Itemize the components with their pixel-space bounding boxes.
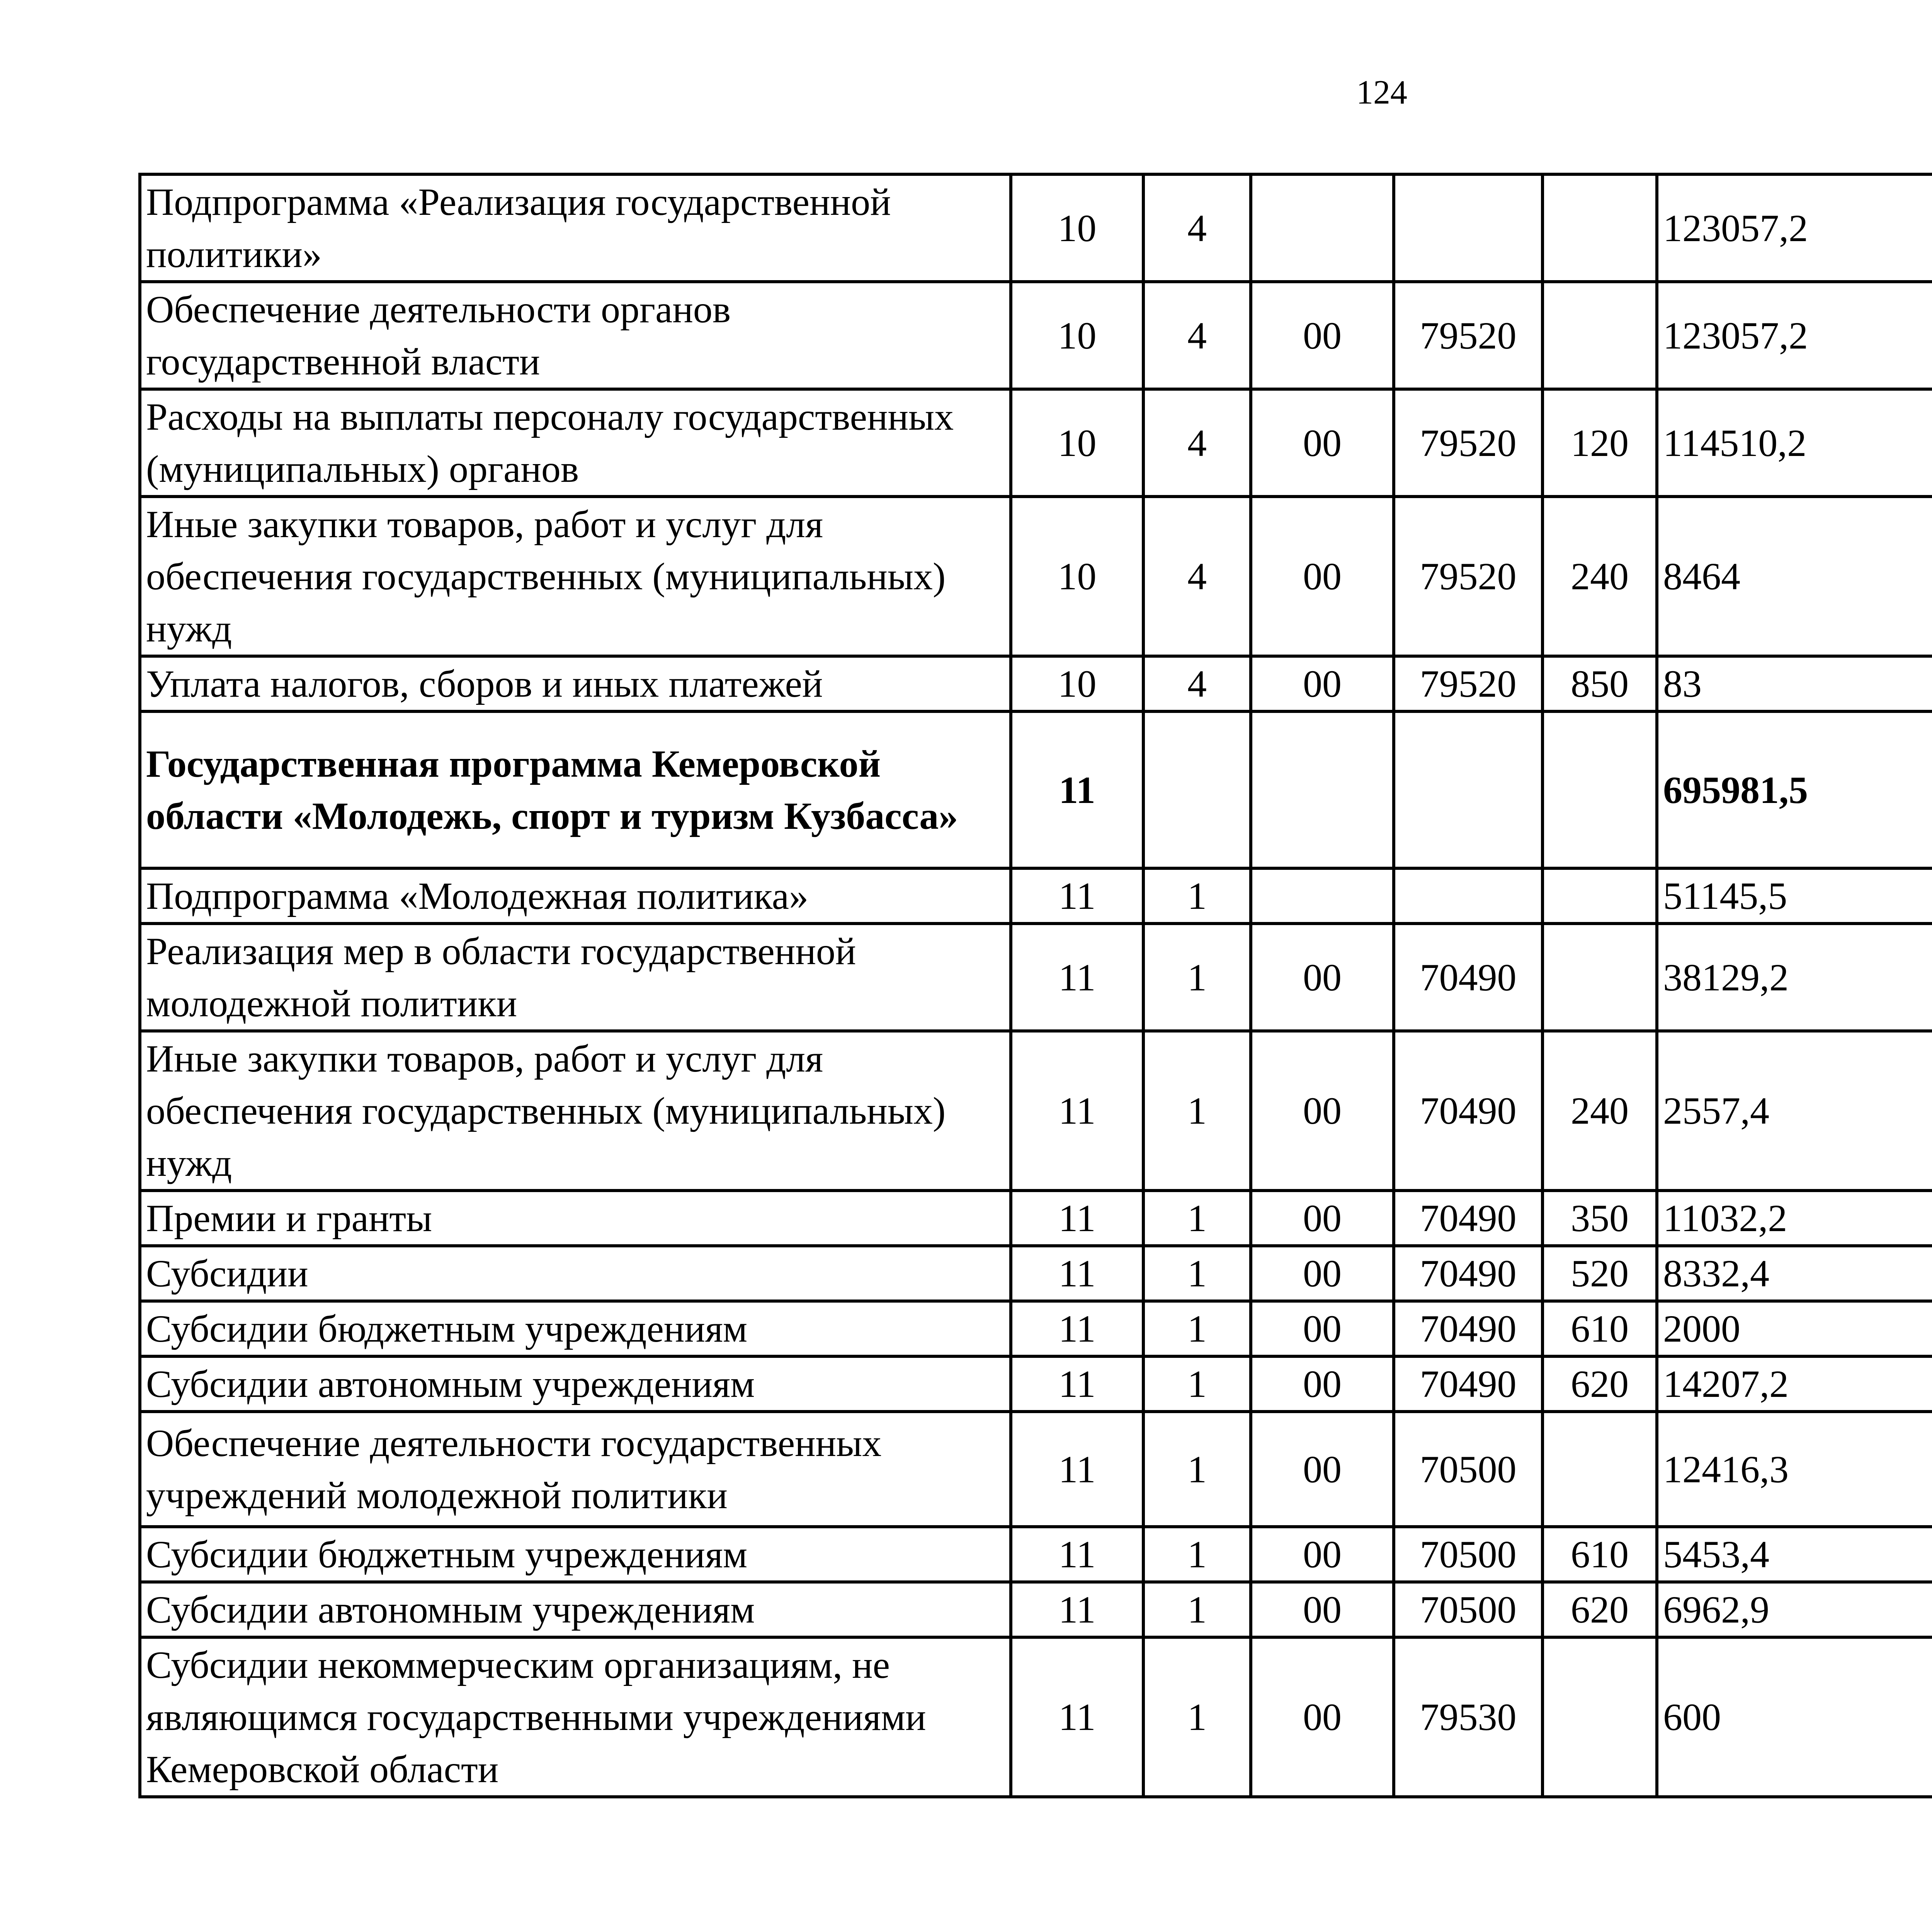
row-name: Субсидии некоммерческим организациям, не являющимся государственными учреждениями Кемеровской области	[140, 1637, 1011, 1797]
code-expense-type	[1543, 924, 1657, 1031]
table-row	[140, 1246, 1932, 1301]
code-section: 11	[1011, 1412, 1143, 1527]
code-direction: 00	[1251, 282, 1394, 389]
code-subprogram: 4	[1143, 656, 1251, 711]
code-expense-type: 610	[1543, 1301, 1657, 1356]
code-article: 79520	[1394, 497, 1543, 656]
code-subprogram: 1	[1143, 1527, 1251, 1582]
code-direction: 00	[1251, 1031, 1394, 1191]
row-name: Расходы на выплаты персоналу государственных (муниципальных) органов	[140, 389, 1011, 497]
code-section: 11	[1011, 1356, 1143, 1412]
code-subprogram: 1	[1143, 1412, 1251, 1527]
code-expense-type	[1543, 1412, 1657, 1527]
code-section: 11	[1011, 924, 1143, 1031]
code-direction: 00	[1251, 1527, 1394, 1582]
row-name: Иные закупки товаров, работ и услуг для обеспечения государственных (муниципальных) нужд	[140, 497, 1011, 656]
code-section: 11	[1011, 1527, 1143, 1582]
code-direction: 00	[1251, 1582, 1394, 1637]
code-expense-type: 620	[1543, 1582, 1657, 1637]
amount-1: 51145,5	[1657, 868, 1932, 924]
amount-1: 11032,2	[1657, 1191, 1932, 1246]
code-direction: 00	[1251, 924, 1394, 1031]
amount-1: 12416,3	[1657, 1412, 1932, 1527]
code-expense-type: 240	[1543, 497, 1657, 656]
code-article: 70500	[1394, 1412, 1543, 1527]
table-row	[140, 1031, 1932, 1191]
code-expense-type: 850	[1543, 656, 1657, 711]
code-article	[1394, 868, 1543, 924]
amount-1: 2557,4	[1657, 1031, 1932, 1191]
code-expense-type: 610	[1543, 1527, 1657, 1582]
code-subprogram: 1	[1143, 1637, 1251, 1797]
amount-1: 8464	[1657, 497, 1932, 656]
code-expense-type: 120	[1543, 389, 1657, 497]
code-article: 70490	[1394, 1191, 1543, 1246]
code-subprogram: 1	[1143, 1191, 1251, 1246]
code-article	[1394, 174, 1543, 282]
code-section: 11	[1011, 711, 1143, 868]
code-subprogram: 4	[1143, 174, 1251, 282]
amount-1: 123057,2	[1657, 282, 1932, 389]
code-direction: 00	[1251, 497, 1394, 656]
code-expense-type	[1543, 711, 1657, 868]
code-direction	[1251, 174, 1394, 282]
code-expense-type	[1543, 868, 1657, 924]
amount-1: 123057,2	[1657, 174, 1932, 282]
code-subprogram: 1	[1143, 1356, 1251, 1412]
code-subprogram: 1	[1143, 1246, 1251, 1301]
table-row	[140, 868, 1932, 924]
code-article: 79520	[1394, 389, 1543, 497]
table-row	[140, 1356, 1932, 1412]
code-article: 70490	[1394, 1246, 1543, 1301]
row-name: Субсидии бюджетным учреждениям	[140, 1527, 1011, 1582]
table-row	[140, 924, 1932, 1031]
code-direction: 00	[1251, 389, 1394, 497]
code-expense-type	[1543, 1637, 1657, 1797]
table-row	[140, 282, 1932, 389]
page-number: 124	[1356, 74, 1407, 111]
table-row	[140, 1637, 1932, 1797]
amount-1: 6962,9	[1657, 1582, 1932, 1637]
row-name: Обеспечение деятельности государственных учреждений молодежной политики	[140, 1412, 1011, 1527]
code-direction: 00	[1251, 1637, 1394, 1797]
row-name: Уплата налогов, сборов и иных платежей	[140, 656, 1011, 711]
code-direction: 00	[1251, 1191, 1394, 1246]
table-row	[140, 1527, 1932, 1582]
code-subprogram: 4	[1143, 497, 1251, 656]
code-subprogram: 1	[1143, 1301, 1251, 1356]
code-article	[1394, 711, 1543, 868]
code-direction	[1251, 711, 1394, 868]
code-direction: 00	[1251, 1356, 1394, 1412]
table-row	[140, 389, 1932, 497]
code-article: 79520	[1394, 656, 1543, 711]
code-article: 70490	[1394, 924, 1543, 1031]
code-article: 79520	[1394, 282, 1543, 389]
code-direction	[1251, 868, 1394, 924]
table-row	[140, 711, 1932, 868]
code-section: 10	[1011, 497, 1143, 656]
code-section: 11	[1011, 1246, 1143, 1301]
row-name: Субсидии бюджетным учреждениям	[140, 1301, 1011, 1356]
row-name: Подпрограмма «Молодежная политика»	[140, 868, 1011, 924]
code-direction: 00	[1251, 1412, 1394, 1527]
code-subprogram: 4	[1143, 389, 1251, 497]
code-subprogram: 1	[1143, 1582, 1251, 1637]
code-subprogram: 1	[1143, 1031, 1251, 1191]
row-name: Премии и гранты	[140, 1191, 1011, 1246]
amount-1: 114510,2	[1657, 389, 1932, 497]
table-row	[140, 1301, 1932, 1356]
code-article: 70490	[1394, 1356, 1543, 1412]
code-article: 70500	[1394, 1527, 1543, 1582]
code-section: 10	[1011, 282, 1143, 389]
code-expense-type	[1543, 174, 1657, 282]
table-row	[140, 656, 1932, 711]
budget-table	[138, 173, 1932, 1798]
code-subprogram	[1143, 711, 1251, 868]
code-section: 11	[1011, 1637, 1143, 1797]
amount-1: 600	[1657, 1637, 1932, 1797]
row-name: Иные закупки товаров, работ и услуг для обеспечения государственных (муниципальных) нужд	[140, 1031, 1011, 1191]
amount-1: 2000	[1657, 1301, 1932, 1356]
code-article: 70500	[1394, 1582, 1543, 1637]
code-article: 70490	[1394, 1301, 1543, 1356]
code-section: 10	[1011, 174, 1143, 282]
code-article: 79530	[1394, 1637, 1543, 1797]
code-section: 10	[1011, 389, 1143, 497]
code-article: 70490	[1394, 1031, 1543, 1191]
code-subprogram: 1	[1143, 868, 1251, 924]
code-expense-type: 240	[1543, 1031, 1657, 1191]
code-section: 11	[1011, 1582, 1143, 1637]
code-section: 11	[1011, 1301, 1143, 1356]
code-section: 11	[1011, 1191, 1143, 1246]
code-section: 11	[1011, 868, 1143, 924]
row-name: Подпрограмма «Реализация государственной политики»	[140, 174, 1011, 282]
table-row	[140, 1412, 1932, 1527]
amount-1: 5453,4	[1657, 1527, 1932, 1582]
row-name: Субсидии автономным учреждениям	[140, 1582, 1011, 1637]
code-subprogram: 1	[1143, 924, 1251, 1031]
amount-1: 8332,4	[1657, 1246, 1932, 1301]
row-name: Субсидии автономным учреждениям	[140, 1356, 1011, 1412]
code-expense-type: 350	[1543, 1191, 1657, 1246]
code-direction: 00	[1251, 656, 1394, 711]
code-expense-type: 620	[1543, 1356, 1657, 1412]
table-row	[140, 497, 1932, 656]
table-row	[140, 1582, 1932, 1637]
code-direction: 00	[1251, 1301, 1394, 1356]
code-expense-type: 520	[1543, 1246, 1657, 1301]
table-row	[140, 1191, 1932, 1246]
code-expense-type	[1543, 282, 1657, 389]
table-row	[140, 174, 1932, 282]
code-direction: 00	[1251, 1246, 1394, 1301]
amount-1: 38129,2	[1657, 924, 1932, 1031]
row-name: Обеспечение деятельности органов государственной власти	[140, 282, 1011, 389]
code-subprogram: 4	[1143, 282, 1251, 389]
amount-1: 695981,5	[1657, 711, 1932, 868]
amount-1: 83	[1657, 656, 1932, 711]
code-section: 10	[1011, 656, 1143, 711]
row-name: Государственная программа Кемеровской области «Молодежь, спорт и туризм Кузбасса»	[140, 711, 1011, 868]
row-name: Субсидии	[140, 1246, 1011, 1301]
row-name: Реализация мер в области государственной молодежной политики	[140, 924, 1011, 1031]
code-section: 11	[1011, 1031, 1143, 1191]
amount-1: 14207,2	[1657, 1356, 1932, 1412]
